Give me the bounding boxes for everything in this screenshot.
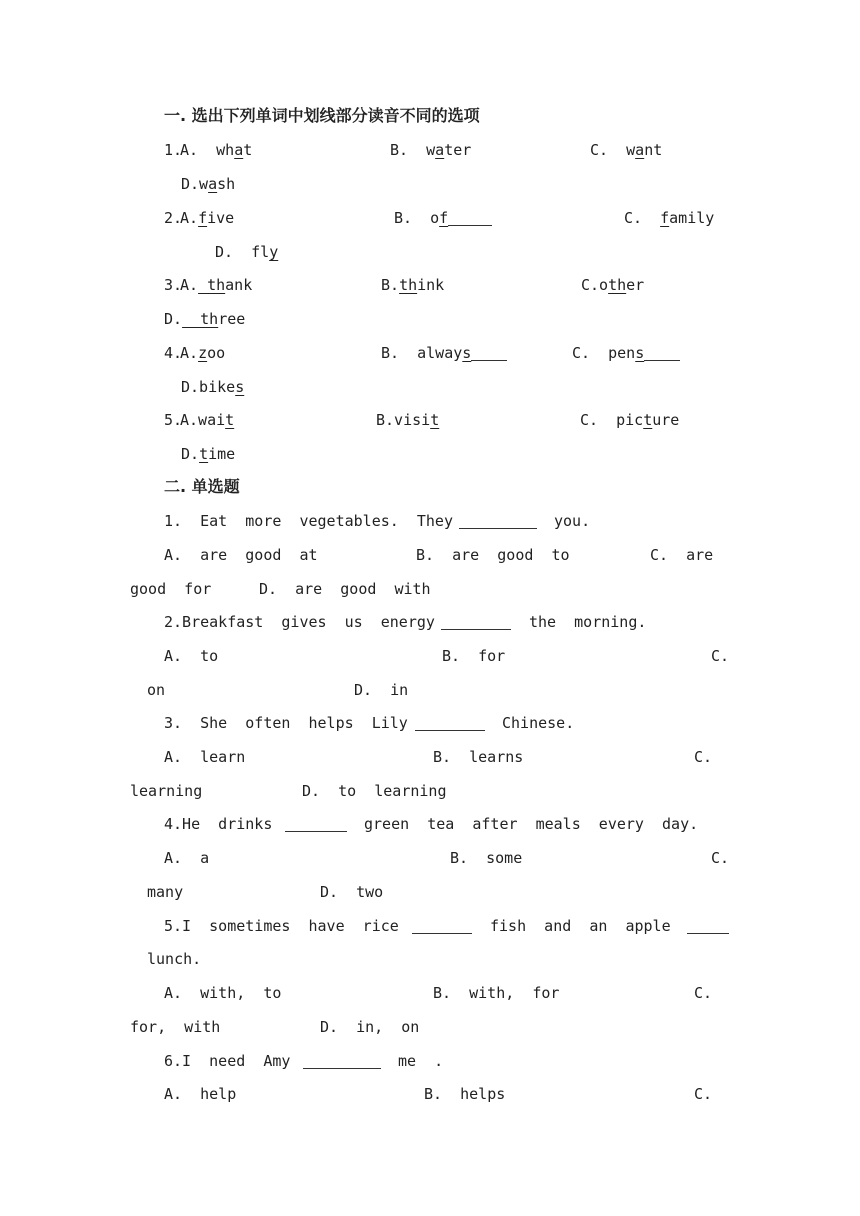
answer-blank xyxy=(471,344,507,361)
answer-blank xyxy=(644,344,680,361)
s1-question-1-cont xyxy=(0,172,860,196)
option-a: A. to xyxy=(164,647,219,665)
option-a: A. are good at xyxy=(164,546,318,564)
option-c: C. xyxy=(711,647,730,665)
s2-question-3-stem: 3. She often helps Lily Chinese. xyxy=(164,714,575,732)
s2-question-4-stem: 4.He drinks green tea after meals every day. xyxy=(164,815,699,833)
option-b: B.think xyxy=(381,276,445,294)
s2-question-2-options-cont xyxy=(0,678,860,702)
option-a: A.wait xyxy=(180,411,235,429)
option-b: B. helps xyxy=(424,1085,506,1103)
s2-question-2-stem: 2.Breakfast gives us energy the morning. xyxy=(164,613,647,631)
option-c: C. xyxy=(694,748,713,766)
option-c-cont: good for xyxy=(130,580,212,598)
option-d: D.time xyxy=(181,445,236,463)
s1-question-2 xyxy=(0,206,860,230)
s2-question-3-options xyxy=(0,745,860,769)
option-b: B. some xyxy=(450,849,523,867)
option-b: B. are good to xyxy=(416,546,570,564)
option-a: A. help xyxy=(164,1085,237,1103)
option-a: A. thank xyxy=(180,276,253,294)
option-b: B. for xyxy=(442,647,506,665)
option-a: A. learn xyxy=(164,748,246,766)
option-c-cont: learning xyxy=(130,782,203,800)
option-a: A. with, to xyxy=(164,984,282,1002)
option-b: B. water xyxy=(390,141,472,159)
s2-question-4-options xyxy=(0,846,860,870)
option-b: B.visit xyxy=(376,411,440,429)
s2-question-6-stem: 6.I need Amy me . xyxy=(164,1052,444,1070)
option-a: A. a xyxy=(164,849,210,867)
question-number: 1. xyxy=(164,141,183,159)
answer-blank xyxy=(448,209,492,226)
s2-question-3-options-cont xyxy=(0,779,860,803)
question-number: 3. xyxy=(164,276,183,294)
s2-question-1-options xyxy=(0,543,860,567)
answer-blank xyxy=(412,917,472,934)
option-d: D. to learning xyxy=(302,782,447,800)
answer-blank xyxy=(285,815,347,832)
option-c-cont: many xyxy=(147,883,184,901)
option-d: D. are good with xyxy=(259,580,431,598)
s1-question-3-cont xyxy=(0,307,860,331)
option-c: C. family xyxy=(624,209,715,227)
s2-question-1-stem: 1. Eat more vegetables. They you. xyxy=(164,512,591,530)
option-c-cont: on xyxy=(147,681,166,699)
s1-question-5 xyxy=(0,408,860,432)
option-d: D.bikes xyxy=(181,378,245,396)
s2-question-6-options xyxy=(0,1082,860,1106)
answer-blank xyxy=(687,917,729,934)
answer-blank xyxy=(459,512,537,529)
answer-blank xyxy=(303,1052,381,1069)
option-c: C. picture xyxy=(580,411,680,429)
question-number: 2. xyxy=(164,209,183,227)
s2-question-5-stem-cont: lunch. xyxy=(147,950,202,968)
section2-heading: 二. 单选题 xyxy=(164,477,240,496)
s1-question-5-cont xyxy=(0,442,860,466)
option-d: D. fly xyxy=(215,243,279,261)
s2-question-5-stem: 5.I sometimes have rice fish and an apple xyxy=(0,914,860,938)
option-c-cont: for, with xyxy=(130,1018,221,1036)
s1-question-3 xyxy=(0,273,860,297)
option-d: D.wash xyxy=(181,175,236,193)
option-c: C. are xyxy=(650,546,714,564)
question-number: 4. xyxy=(164,344,183,362)
option-c: C. xyxy=(694,984,713,1002)
option-c: C. xyxy=(694,1085,713,1103)
option-b: B. of xyxy=(394,206,492,230)
s1-question-1 xyxy=(0,138,860,162)
option-d: D. two xyxy=(320,883,384,901)
s2-question-2-options xyxy=(0,644,860,668)
option-d: D. in, on xyxy=(320,1018,420,1036)
s1-question-2-cont xyxy=(0,240,860,264)
option-c: C. xyxy=(711,849,730,867)
section1-heading: 一. 选出下列单词中划线部分读音不同的选项 xyxy=(164,106,480,125)
question-number: 5. xyxy=(164,411,183,429)
s2-question-1-options-cont xyxy=(0,577,860,601)
option-d: D. in xyxy=(354,681,409,699)
option-b: B. with, for xyxy=(433,984,560,1002)
option-a: A.five xyxy=(180,209,235,227)
answer-blank xyxy=(441,613,511,630)
option-c: C. pens xyxy=(572,341,680,365)
option-a: A. what xyxy=(180,141,253,159)
option-d: D. three xyxy=(164,310,246,328)
s2-question-5-options xyxy=(0,981,860,1005)
s1-question-4-cont xyxy=(0,375,860,399)
option-c: C.other xyxy=(581,276,645,294)
option-a: A.zoo xyxy=(180,344,226,362)
s1-question-4 xyxy=(0,341,860,365)
s2-question-5-options-cont xyxy=(0,1015,860,1039)
s2-question-4-options-cont xyxy=(0,880,860,904)
option-c: C. want xyxy=(590,141,663,159)
answer-blank xyxy=(415,714,485,731)
option-b: B. learns xyxy=(433,748,524,766)
option-b: B. always xyxy=(381,341,507,365)
